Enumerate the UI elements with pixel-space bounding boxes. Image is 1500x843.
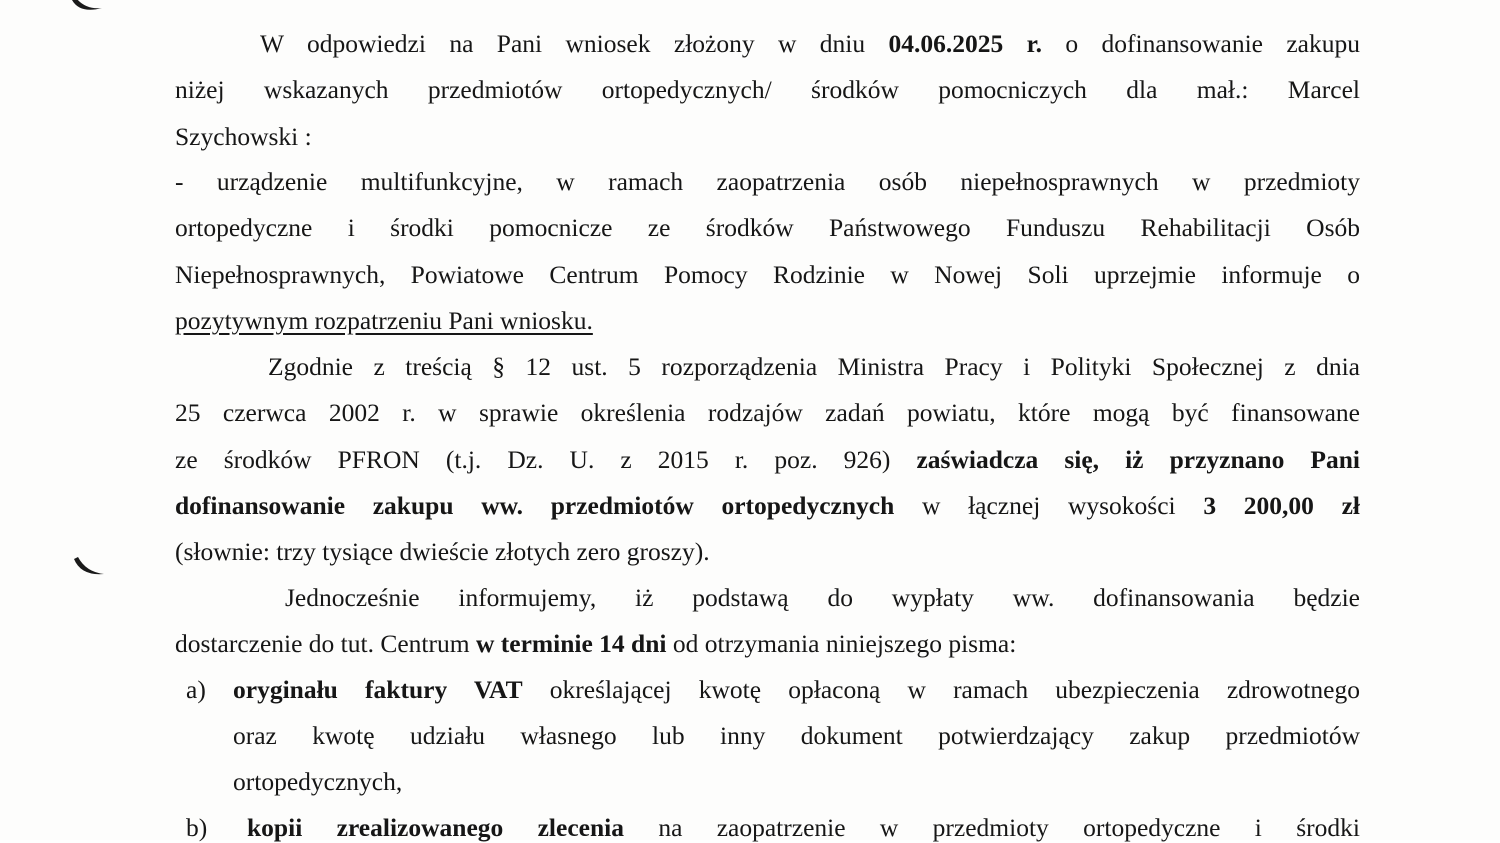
paragraph3-line2	[175, 629, 1016, 659]
certification-text: zaświadcza się, iż przyznano Pani	[916, 445, 1360, 474]
positive-decision-text: pozytywnym rozpatrzeniu Pani wniosku.	[175, 306, 593, 335]
punch-hole-mark-top	[70, 0, 104, 18]
funding-subject-text: dofinansowanie zakupu ww. przedmiotów ortopedycznych	[175, 491, 895, 520]
list-item-a-line2: oraz kwotę udziału własnego lub inny dokument potwierdzający zakup przedmiotów	[233, 721, 1360, 750]
list-marker-b: b)	[186, 813, 208, 842]
paragraph1-line3: Szychowski :	[175, 122, 312, 151]
order-copy-requirement: kopii zrealizowanego zlecenia	[247, 813, 624, 842]
list-marker-a: a)	[186, 675, 206, 704]
paragraph1-text: o dofinansowanie zakupu	[1042, 29, 1361, 58]
punch-hole-mark-middle	[72, 556, 106, 578]
paragraph2-text: w łącznej wysokości	[894, 491, 1204, 520]
list-item-a-line3: ortopedycznych,	[233, 767, 403, 796]
paragraph2-line4	[175, 491, 1360, 521]
deadline-text: w terminie 14 dni	[475, 629, 667, 658]
paragraph1-line4: - urządzenie multifunkcyjne, w ramach zaopatrzenia osób niepełnosprawnych w przedmioty	[175, 167, 1360, 196]
paragraph2-line2: 25 czerwca 2002 r. w sprawie określenia rodzajów zadań powiatu, które mogą być finansowane	[175, 398, 1360, 427]
paragraph1-text: W odpowiedzi na Pani wniosek złożony w dniu	[260, 29, 889, 58]
paragraph2-line1: Zgodnie z treścią § 12 ust. 5 rozporządzenia Ministra Pracy i Polityki Społecznej z dnia	[268, 352, 1360, 381]
paragraph3-text: od otrzymania niniejszego pisma:	[666, 629, 1017, 658]
paragraph2-line3	[175, 445, 1360, 475]
vat-invoice-requirement: oryginału faktury VAT	[233, 675, 523, 704]
amount-in-words: (słownie: trzy tysiące dwieście złotych zero groszy).	[175, 537, 710, 566]
list-item-b-text: na zaopatrzenie w przedmioty ortopedyczne i środki	[623, 813, 1360, 842]
application-date: 04.06.2025 r.	[888, 29, 1043, 58]
paragraph1-line6: Niepełnosprawnych, Powiatowe Centrum Pomocy Rodzinie w Nowej Soli uprzejmie informuje o	[175, 260, 1360, 289]
paragraph2-text: ze środków PFRON (t.j. Dz. U. z 2015 r. poz. 926)	[175, 445, 917, 474]
paragraph1-line2: niżej wskazanych przedmiotów ortopedycznych/ środków pomocniczych dla mał.: Marcel	[175, 75, 1360, 104]
paragraph3-text: dostarczenie do tut. Centrum	[175, 629, 476, 658]
list-item-a-line1	[233, 675, 1360, 705]
funding-amount: 3 200,00 zł	[1203, 491, 1360, 520]
list-item-b-line1	[247, 813, 1360, 843]
paragraph1-line1	[260, 29, 1360, 59]
list-item-a-text: określającej kwotę opłaconą w ramach ubezpieczenia zdrowotnego	[522, 675, 1360, 704]
paragraph3-line1: Jednocześnie informujemy, iż podstawą do wypłaty ww. dofinansowania będzie	[285, 583, 1360, 612]
paragraph1-line5: ortopedyczne i środki pomocnicze ze środków Państwowego Funduszu Rehabilitacji Osób	[175, 213, 1360, 242]
